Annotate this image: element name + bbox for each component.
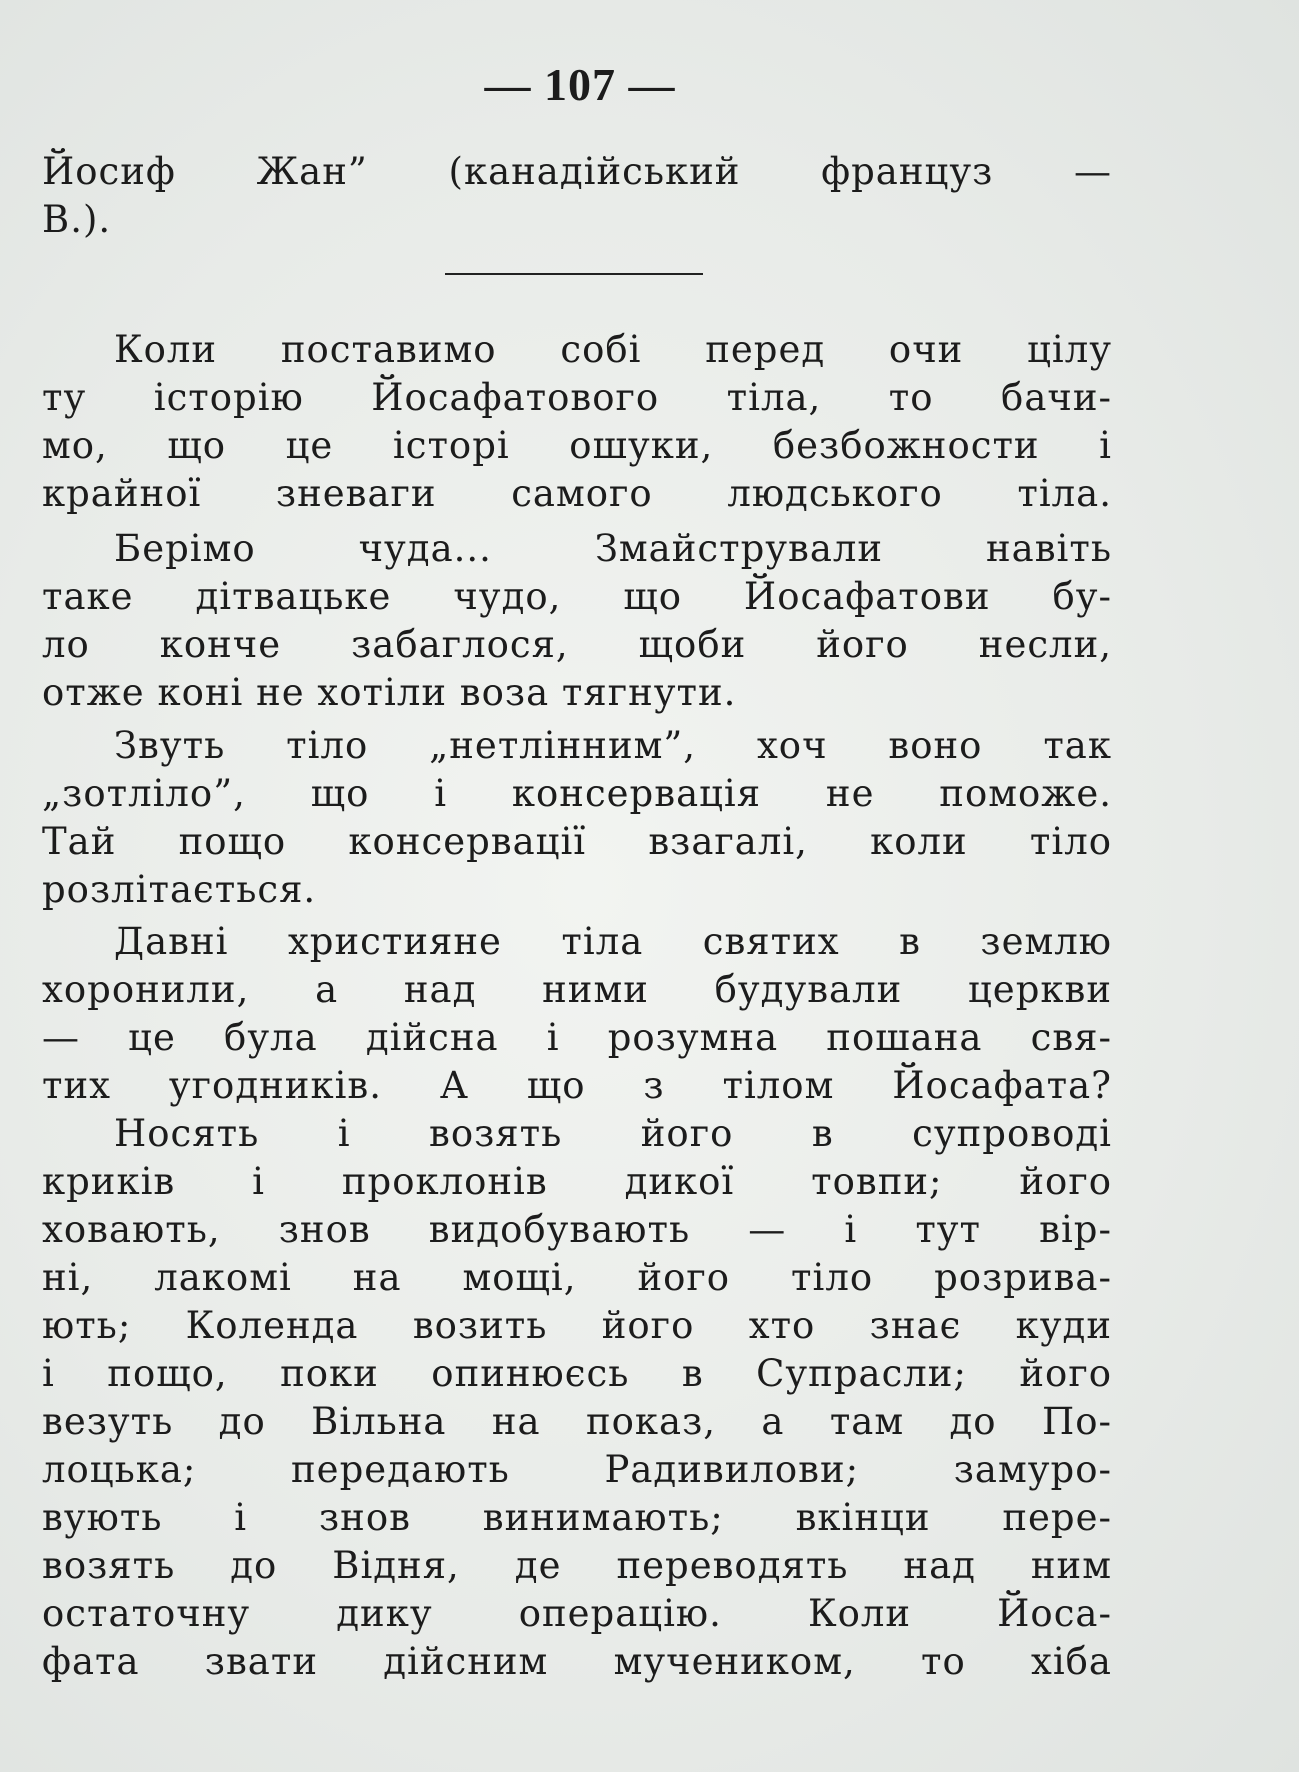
text-line: лоцька; передають Радивилови; замуро-	[42, 1448, 1112, 1491]
text-line: „зотліло”, що і консервація не поможе.	[42, 772, 1112, 815]
text-line: везуть до Вільна на показ, а там до По-	[42, 1400, 1112, 1443]
text-line: Тай пощо консервації взагалі, коли тіло	[42, 820, 1112, 863]
text-line: отже коні не хотіли воза тягнути.	[42, 671, 737, 714]
text-line: ють; Коленда возить його хто знає куди	[42, 1304, 1112, 1347]
text-line: ні, лакомі на мощі, його тіло розрива-	[42, 1256, 1112, 1299]
paragraph-1	[42, 148, 1112, 244]
text-line: тих угодників. А що з тілом Йосафата?	[42, 1064, 1112, 1107]
text-line: Йосиф Жан” (канадійський француз —	[42, 150, 1112, 193]
text-line: ту історію Йосафатового тіла, то бачи-	[42, 376, 1112, 419]
text-line: вують і знов винимають; вкінци пере-	[42, 1496, 1112, 1539]
text-line: Звуть тіло „нетлінним”, хоч воно так	[114, 724, 1112, 767]
text-line: — це була дійсна і розумна пошана свя-	[42, 1016, 1112, 1059]
text-line: остаточну дику операцію. Коли Йоса-	[42, 1592, 1112, 1635]
text-line: і пощо, поки опинюєсь в Супрасли; його	[42, 1352, 1112, 1395]
paragraph-2	[42, 326, 1112, 518]
text-line: ховають, знов видобувають — і тут вір-	[42, 1208, 1112, 1251]
text-line: криків і проклонів дикої товпи; його	[42, 1160, 1112, 1203]
paragraph-4	[42, 722, 1112, 914]
paragraph-6	[42, 1110, 1112, 1686]
text-line: Носять і возять його в супроводі	[114, 1112, 1112, 1155]
page-number: — 107 —	[484, 59, 676, 110]
text-line: Давні християне тіла святих в землю	[114, 920, 1112, 963]
text-line: мо, що це історі ошуки, безбожности і	[42, 424, 1112, 467]
text-line: хоронили, а над ними будували церкви	[42, 968, 1112, 1011]
paragraph-3	[42, 525, 1112, 717]
text-line: таке дітвацьке чудо, що Йосафатови бу-	[42, 575, 1112, 618]
text-line: В.).	[42, 198, 112, 241]
text-line: Берімо чуда... Змайстрували навіть	[114, 527, 1112, 570]
text-line: возять до Відня, де переводять над ним	[42, 1544, 1112, 1587]
text-line: ло конче забаглося, щоби його несли,	[42, 623, 1112, 666]
section-divider	[445, 273, 703, 275]
text-line: фата звати дійсним мучеником, то хіба	[42, 1640, 1112, 1683]
paragraph-5	[42, 918, 1112, 1110]
text-line: крайної зневаги самого людського тіла.	[42, 472, 1112, 515]
text-line: розлітається.	[42, 868, 317, 911]
text-line: Коли поставимо собі перед очи цілу	[114, 328, 1112, 371]
